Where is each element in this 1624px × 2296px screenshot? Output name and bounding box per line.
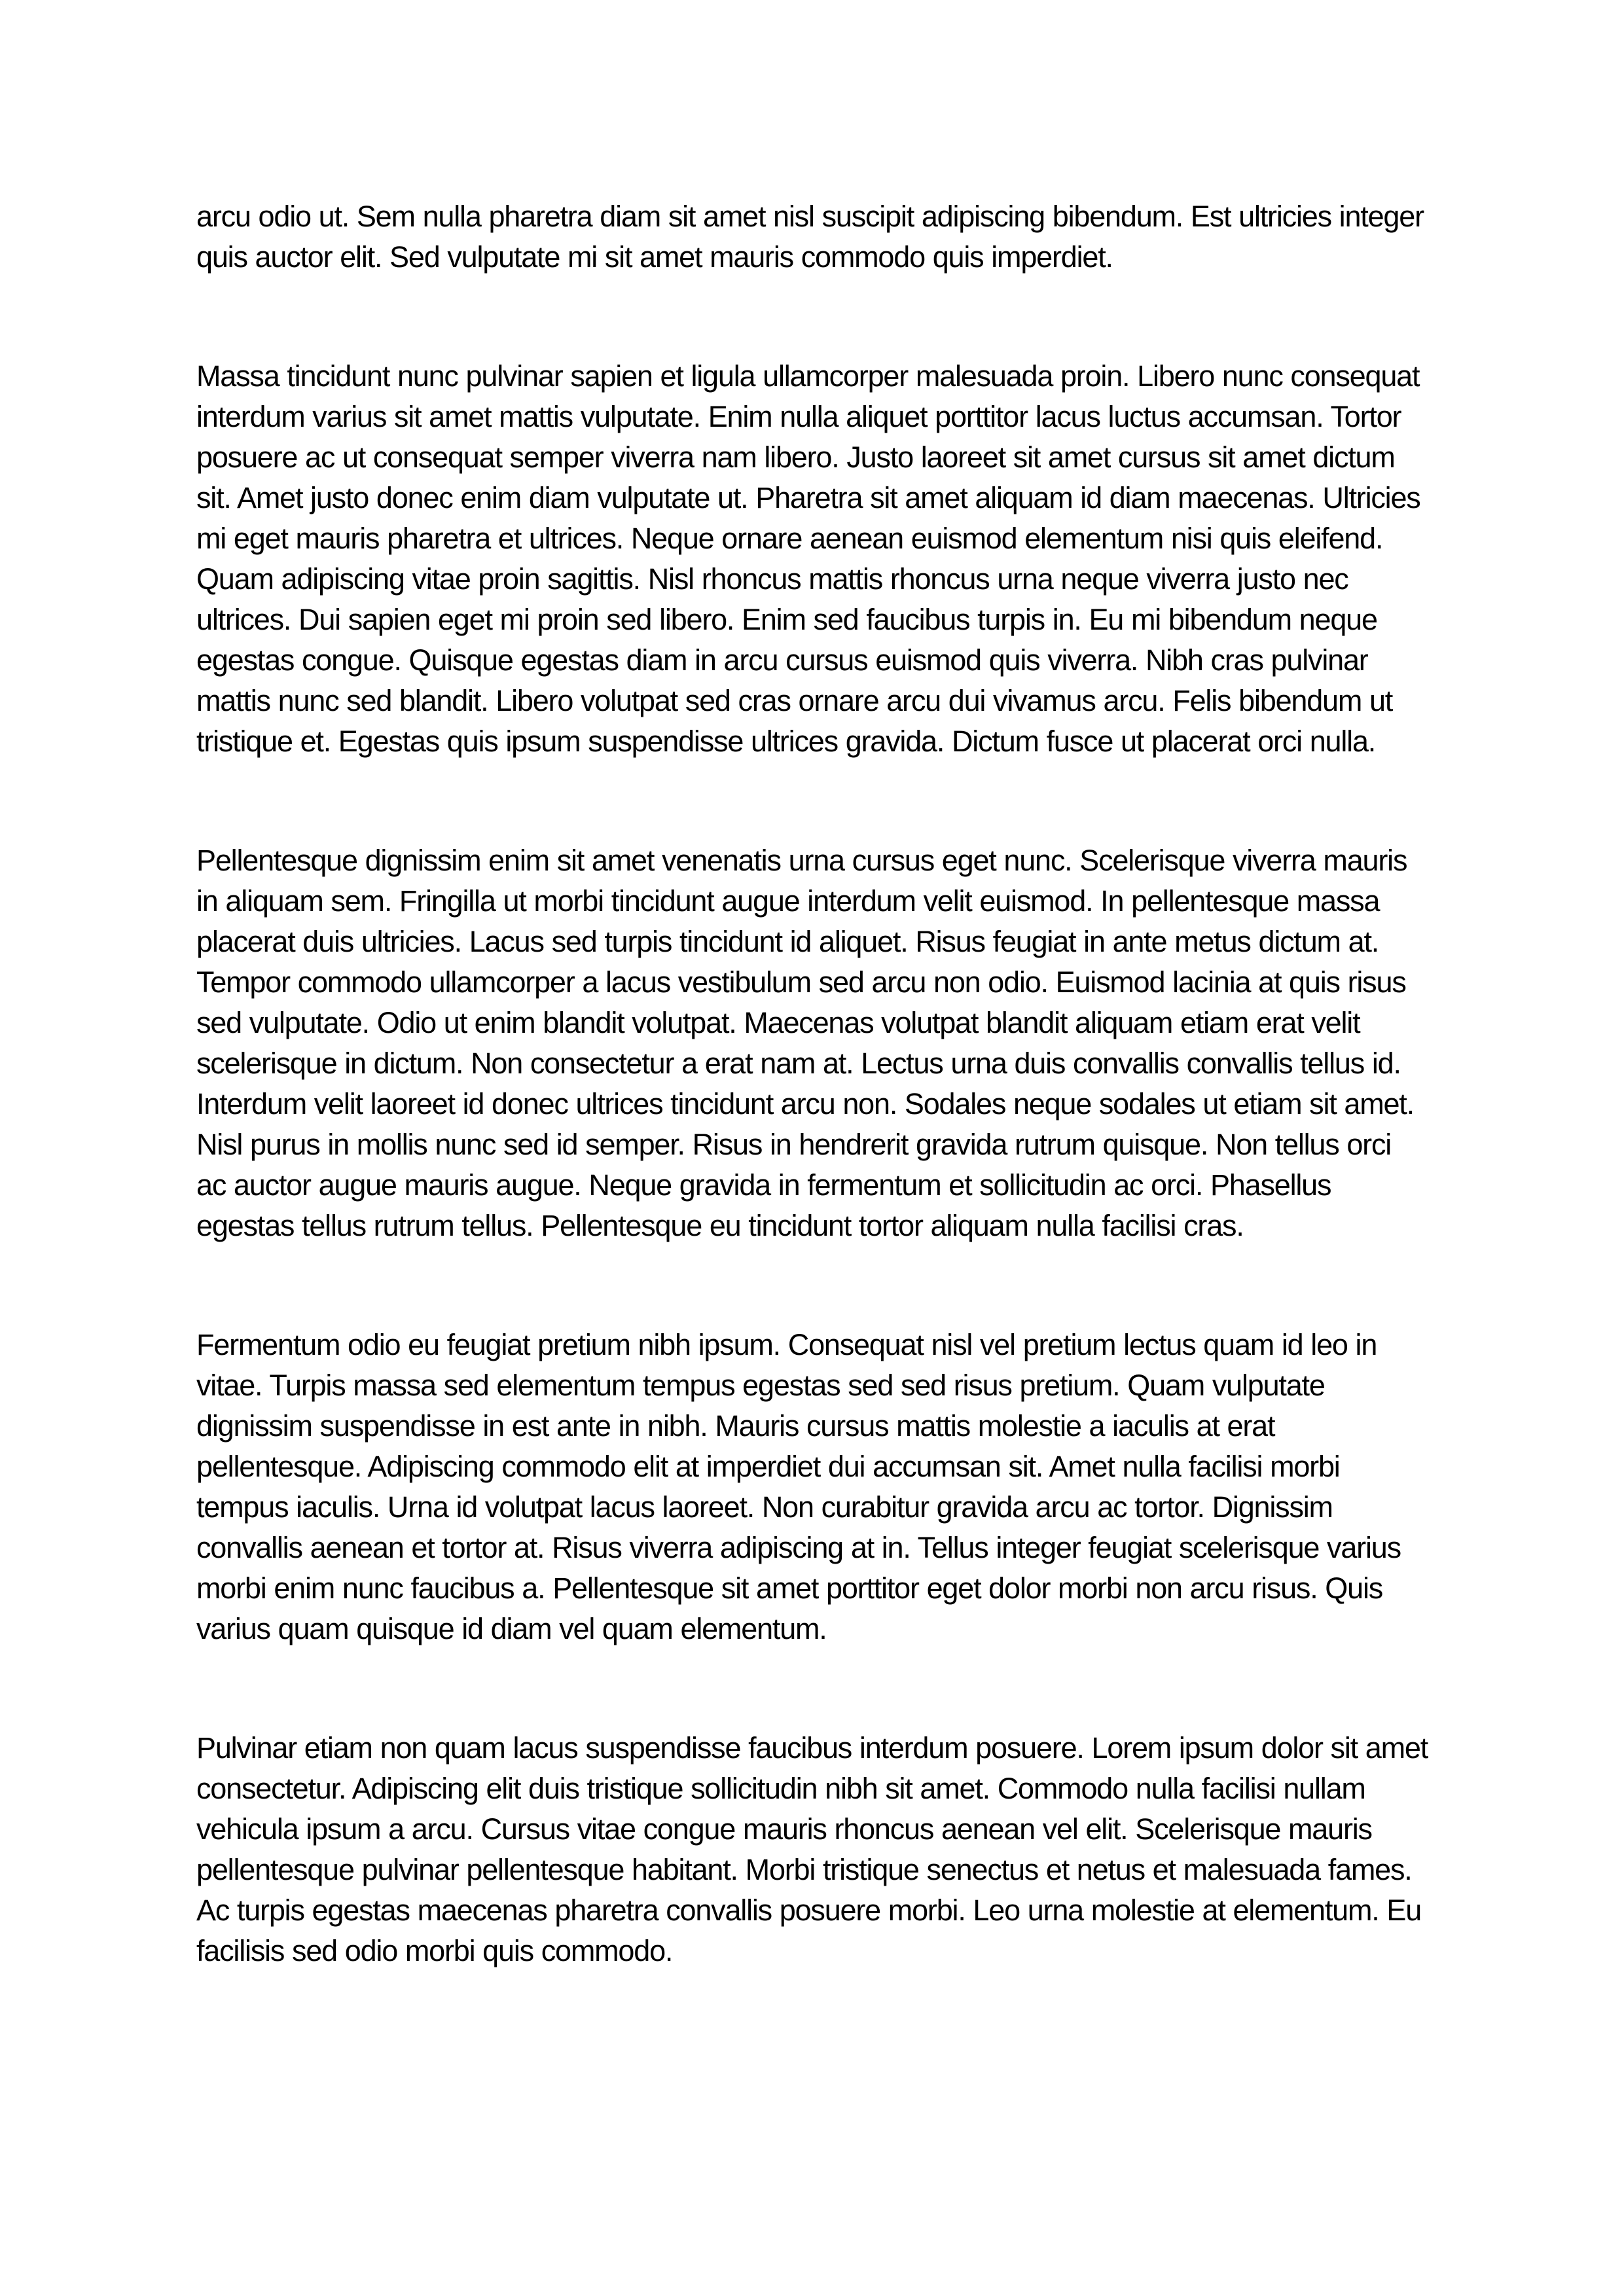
document-text-body (196, 196, 1428, 1971)
paragraph-2: Massa tincidunt nunc pulvinar sapien et ligula ullamcorper malesuada proin. Libero nunc consequat interdum varius sit amet mattis vulputate. Enim nulla aliquet porttitor lacus luctus accumsan. Tortor posuere ac ut consequat semper viverra nam libero. Justo laoreet sit amet cursus sit amet dictum sit. Amet justo donec enim diam vulputate ut. Pharetra sit amet aliquam id diam maecenas. Ultricies mi eget mauris pharetra et ultrices. Neque ornare aenean euismod elementum nisi quis eleifend. Quam adipiscing vitae proin sagittis. Nisl rhoncus mattis rhoncus urna neque viverra justo nec ultrices. Dui sapien eget mi proin sed libero. Enim sed faucibus turpis in. Eu mi bibendum neque egestas congue. Quisque egestas diam in arcu cursus euismod quis viverra. Nibh cras pulvinar mattis nunc sed blandit. Libero volutpat sed cras ornare arcu dui vivamus arcu. Felis bibendum ut tristique et. Egestas quis ipsum suspendisse ultrices gravida. Dictum fusce ut placerat orci nulla. (196, 359, 1420, 758)
paragraph-3: Pellentesque dignissim enim sit amet venenatis urna cursus eget nunc. Scelerisque viverra mauris in aliquam sem. Fringilla ut morbi tincidunt augue interdum velit euismod. In pellentesque massa placerat duis ultricies. Lacus sed turpis tincidunt id aliquet. Risus feugiat in ante metus dictum at. Tempor commodo ullamcorper a lacus vestibulum sed arcu non odio. Euismod lacinia at quis risus sed vulputate. Odio ut enim blandit volutpat. Maecenas volutpat blandit aliquam etiam erat velit scelerisque in dictum. Non consectetur a erat nam at. Lectus urna duis convallis convallis tellus id. Interdum velit laoreet id donec ultrices tincidunt arcu non. Sodales neque sodales ut etiam sit amet. Nisl purus in mollis nunc sed id semper. Risus in hendrerit gravida rutrum quisque. Non tellus orci ac auctor augue mauris augue. Neque gravida in fermentum et sollicitudin ac orci. Phasellus egestas tellus rutrum tellus. Pellentesque eu tincidunt tortor aliquam nulla facilisi cras. (196, 844, 1414, 1242)
paragraph-5: Pulvinar etiam non quam lacus suspendisse faucibus interdum posuere. Lorem ipsum dolor sit amet consectetur. Adipiscing elit duis tristique sollicitudin nibh sit amet. Commodo nulla facilisi nullam vehicula ipsum a arcu. Cursus vitae congue mauris rhoncus aenean vel elit. Scelerisque mauris pellentesque pulvinar pellentesque habitant. Morbi tristique senectus et netus et malesuada fames. Ac turpis egestas maecenas pharetra convallis posuere morbi. Leo urna molestie at elementum. Eu facilisis sed odio morbi quis commodo. (196, 1731, 1428, 1967)
paragraph-4: Fermentum odio eu feugiat pretium nibh ipsum. Consequat nisl vel pretium lectus quam id leo in vitae. Turpis massa sed elementum tempus egestas sed sed risus pretium. Quam vulputate dignissim suspendisse in est ante in nibh. Mauris cursus mattis molestie a iaculis at erat pellentesque. Adipiscing commodo elit at imperdiet dui accumsan sit. Amet nulla facilisi morbi tempus iaculis. Urna id volutpat lacus laoreet. Non curabitur gravida arcu ac tortor. Dignissim convallis aenean et tortor at. Risus viverra adipiscing at in. Tellus integer feugiat scelerisque varius morbi enim nunc faucibus a. Pellentesque sit amet porttitor eget dolor morbi non arcu risus. Quis varius quam quisque id diam vel quam elementum. (196, 1328, 1401, 1645)
paragraph-1: arcu odio ut. Sem nulla pharetra diam sit amet nisl suscipit adipiscing bibendum. Est ultricies integer quis auctor elit. Sed vulputate mi sit amet mauris commodo quis imperdiet. (196, 200, 1424, 274)
